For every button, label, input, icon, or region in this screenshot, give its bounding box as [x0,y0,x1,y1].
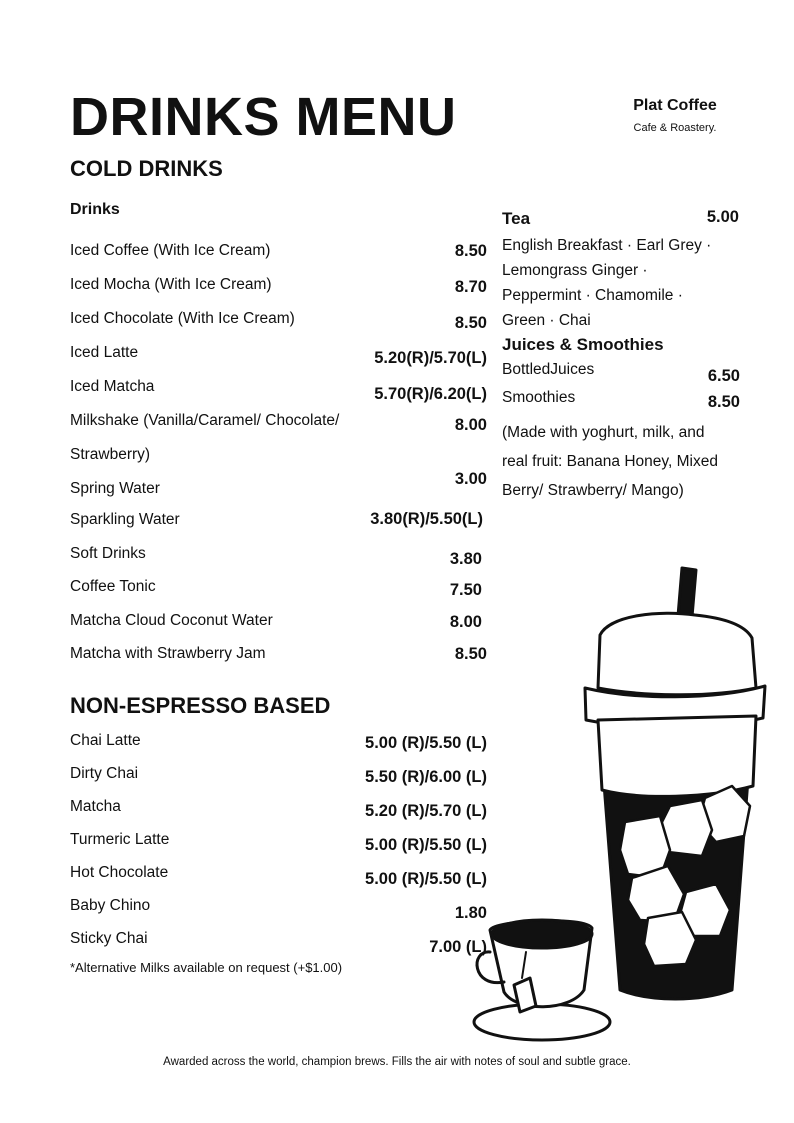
juice-item-name: Smoothies [502,389,576,406]
description-line: (Made with yoghurt, milk, and [502,424,705,441]
menu-item-name: Iced Chocolate (With Ice Cream) [70,310,295,327]
juices-heading: Juices & Smoothies [502,335,664,354]
menu-item-name: Sticky Chai [70,930,148,947]
tea-option-line: Green · Chai [502,312,591,329]
alternative-milks-note: *Alternative Milks available on request (+$1.00) [70,960,343,975]
menu-item-name: Matcha with Strawberry Jam [70,645,266,662]
tea-heading: Tea [502,209,531,228]
description-line: Berry/ Strawberry/ Mango) [502,482,684,499]
menu-item-name: Coffee Tonic [70,578,156,595]
menu-item-name: Milkshake (Vanilla/Caramel/ Chocolate/ [70,412,340,429]
tea-options [502,233,762,333]
menu-item-name: Iced Mocha (With Ice Cream) [70,276,272,293]
section-title-cold-drinks: COLD DRINKS [70,156,223,181]
page-title: DRINKS MENU [70,87,457,147]
description-line: real fruit: Banana Honey, Mixed [502,453,718,470]
menu-item-price: 8.50 [454,645,487,663]
menu-item-price: 3.80(R)/5.50(L) [370,510,483,528]
brand-name: Plat Coffee [633,97,717,114]
menu-item-price: 8.50 [454,242,487,260]
menu-item-name: Spring Water [70,480,160,497]
menu-item-name-continued: Strawberry) [70,446,151,463]
menu-item-name: Matcha Cloud Coconut Water [70,612,273,629]
tea-option-line: Peppermint · Chamomile · [502,287,683,304]
tea-price: 5.00 [706,208,739,226]
menu-item-price: 8.00 [454,416,487,434]
juice-item-price: 8.50 [707,393,740,411]
menu-item-name: Turmeric Latte [70,831,170,848]
menu-item-name: Iced Coffee (With Ice Cream) [70,242,271,259]
menu-item-name: Baby Chino [70,897,151,914]
menu-item-price: 8.50 [454,314,487,332]
iced-drink-and-coffee-cup-illustration-icon [460,560,770,1050]
menu-item-price: 8.00 [449,613,482,631]
menu-item-price: 5.00 (R)/5.50 (L) [365,870,487,888]
menu-item-price: 7.50 [449,581,482,599]
footer-tagline: Awarded across the world, champion brews. Fills the air with notes of soul and subtle grace. [163,1056,631,1068]
menu-item-price: 5.20(R)/5.70(L) [374,349,487,367]
brand-tagline: Cafe & Roastery. [633,122,717,134]
section-title-non-espresso: NON-ESPRESSO BASED [70,693,331,718]
menu-item-price: 8.70 [454,278,487,296]
menu-item-price: 5.50 (R)/6.00 (L) [365,768,487,786]
menu-item-price: 5.20 (R)/5.70 (L) [365,802,487,820]
menu-item-name: Sparkling Water [70,511,180,528]
smoothies-description [502,418,772,505]
menu-item-name: Iced Latte [70,344,139,361]
menu-item-name: Dirty Chai [70,765,139,782]
menu-item-name: Iced Matcha [70,378,155,395]
menu-item-name: Matcha [70,798,121,815]
tea-option-line: Lemongrass Ginger · [502,262,648,279]
menu-item-name: Soft Drinks [70,545,146,562]
menu-item-name: Hot Chocolate [70,864,169,881]
juice-item-name: BottledJuices [502,361,595,378]
menu-item-price: 3.80 [449,550,482,568]
menu-item-price: 5.00 (R)/5.50 (L) [365,836,487,854]
menu-item-name: Chai Latte [70,732,141,749]
menu-item-price: 1.80 [454,904,487,922]
subheading-drinks: Drinks [70,201,120,218]
menu-item-price: 5.00 (R)/5.50 (L) [365,734,487,752]
tea-option-line: English Breakfast · Earl Grey · [502,237,712,254]
juice-item-price: 6.50 [707,367,740,385]
menu-item-price: 5.70(R)/6.20(L) [374,385,487,403]
menu-item-price: 7.00 (L) [429,938,487,956]
menu-item-price: 3.00 [454,470,487,488]
